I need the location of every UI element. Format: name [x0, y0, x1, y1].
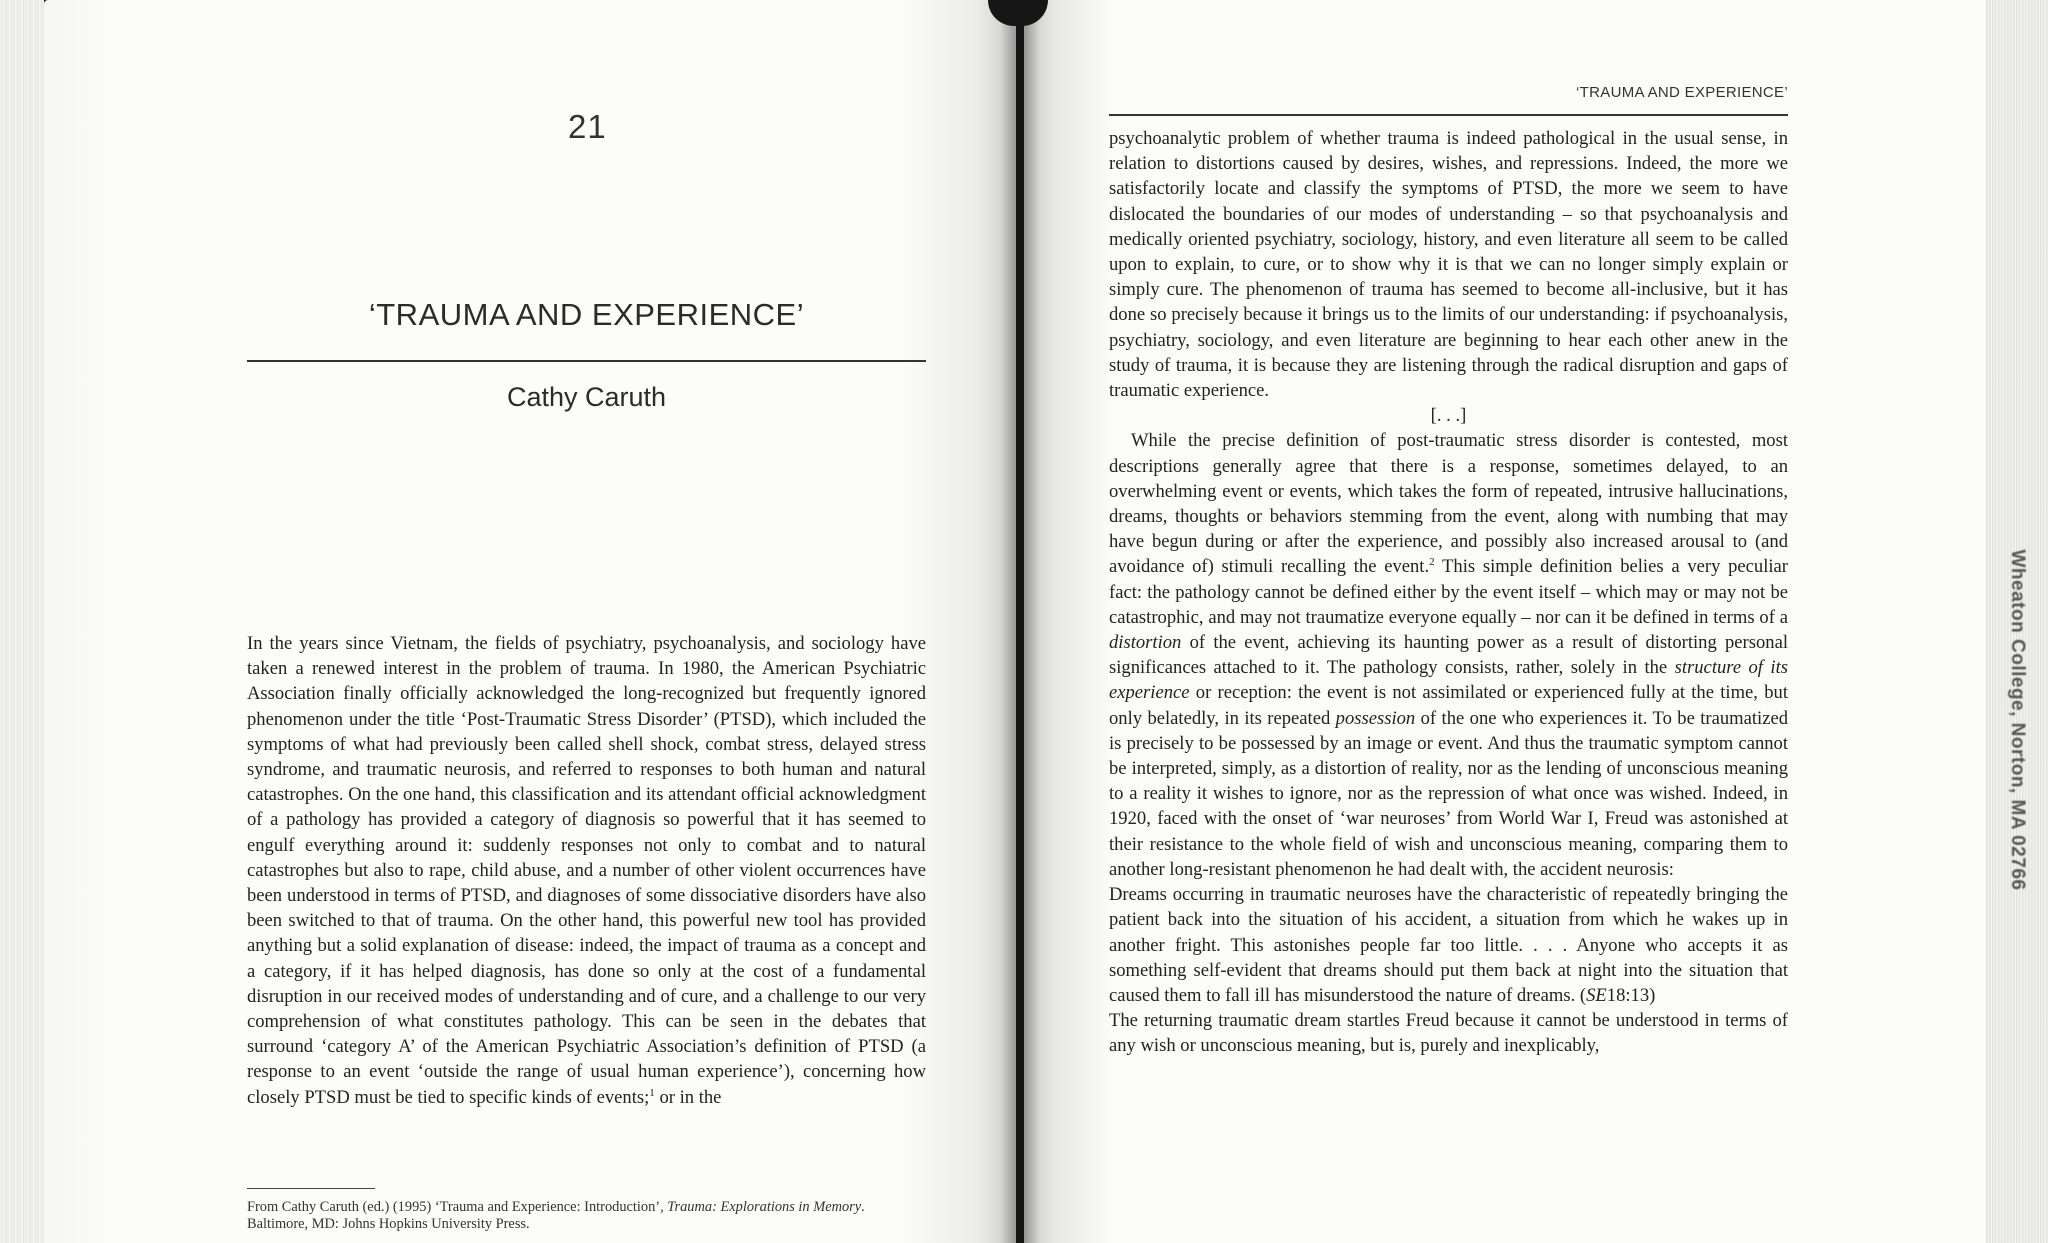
- para2-emphasis-distortion: distortion: [1109, 632, 1182, 654]
- freud-block-quote: [1109, 882, 1788, 1008]
- footnote-book-title: Trauma: Explorations in Memory: [667, 1199, 862, 1215]
- library-stamp-text: Wheaton College, Norton, MA 02766: [2007, 549, 2028, 891]
- footnote-suffix: . Baltimore, MD: Johns Hopkins University Press.: [247, 1199, 865, 1232]
- para2-part-c: of the event, achieving its haunting power as a result of distorting personal significances attached to it. The pathology consists, rather, solely in the: [1109, 632, 1788, 679]
- paragraph-continued: psychoanalytic problem of whether trauma is indeed pathological in the usual sense, in relation to distortions caused by desires, wishes, and repressions. Indeed, the more we satisfactorily locate and classify the symptoms of PTSD, the more we seem to have dislocated the boundaries of our modes of understanding – so that psychoanalysis and medically oriented psychiatry, sociology, history, and even literature all seem to be called upon to explain, to cure, or to show why it is that we can no longer simply explain or simply cure. The phenomenon of trauma has seemed to become all-inclusive, but it has done so precisely because it brings us to the limits of our understanding: if psychoanalysis, psychiatry, sociology, and even literature are beginning to hear each other anew in the study of trauma, it is because they are listening through the radical disruption and gaps of traumatic experience.: [1109, 128, 1788, 402]
- chapter-title: ‘TRAUMA AND EXPERIENCE’: [368, 297, 805, 332]
- right-body-text: [1109, 126, 1788, 1059]
- para2-part-a: While the precise definition of post-traumatic stress disorder is contested, most descriptions generally agree that there is a response, sometimes delayed, to an overwhelming event or events, which takes the form of repeated, intrusive hallucinations, dreams, thoughts or behaviors stemming from the event, along with numbing that may have begun during or after the experience, and possibly also increased arousal to (and avoidance of) stimuli recalling the event.: [1109, 430, 1788, 578]
- source-footnote: [247, 1199, 926, 1233]
- title-rule: [247, 360, 926, 362]
- quote-citation-source: SE: [1586, 984, 1607, 1006]
- para2-part-b: This simple definition belies a very peculiar fact: the pathology cannot be defined either by the event itself – which may or may not be catastrophic, and may not traumatize everyone equally – nor can it be defined in terms of a: [1109, 556, 1788, 628]
- quote-citation: 18:13): [1606, 984, 1656, 1006]
- paragraph-ptsd-definition: [1109, 428, 1788, 882]
- running-head-rule: [1109, 114, 1788, 116]
- chapter-number: 21: [568, 108, 607, 145]
- para2-emphasis-possession: possession: [1335, 707, 1416, 729]
- left-body-text: [247, 631, 926, 1110]
- left-body-tail: or in the: [654, 1086, 722, 1108]
- footnote-prefix: From Cathy Caruth (ed.) (1995) ‘Trauma and Experience: Introduction’,: [247, 1199, 668, 1215]
- left-body-main: In the years since Vietnam, the fields of psychiatry, psychoanalysis, and sociology have taken a renewed interest in the problem of trauma. In 1980, the American Psychiatric Association finally officially acknowledged the long-recognized but frequently ignored phenomenon under the title ‘Post-Traumatic Stress Disorder’ (PTSD), which included the symptoms of what had previously been called shell shock, combat stress, delayed stress syndrome, and traumatic neurosis, and referred to responses to both human and natural catastrophes. On the one hand, this classification and its attendant official acknowledgment of a pathology has provided a category of diagnosis so powerful that it has seemed to engulf everything around it: suddenly responses not only to combat and to natural catastrophes but also to rape, child abuse, and a number of other violent occurrences have been understood in terms of PTSD, and diagnoses of some dissociative disorders have also been switched to that of trauma. On the other hand, this powerful new tool has provided anything but a solid explanation of disease: indeed, the impact of trauma as a concept and a category, if it has helped diagnosis, has done so only at the cost of a fundamental disruption in our received modes of understanding and of cure, and a challenge to our very comprehension of what constitutes pathology. This can be seen in the debates that surround ‘category A’ of the American Psychiatric Association’s definition of PTSD (a response to an event ‘outside the range of usual human experience’), concerning how closely PTSD must be tied to specific kinds of events;: [247, 633, 926, 1108]
- para2-part-e: of the one who experiences it. To be traumatized is precisely to be possessed by an image or event. And thus the traumatic symptom cannot be interpreted, simply, as a distortion of reality, nor as the lending of unconscious meaning to a reality it wishes to ignore, nor as the repression of what once was wished. Indeed, in 1920, faced with the onset of ‘war neuroses’ from World War I, Freud was astonished at their resistance to the whole field of wish and unconscious meaning, comparing them to another long-resistant phenomenon he had dealt with, the accident neurosis:: [1109, 707, 1788, 880]
- running-head: ‘TRAUMA AND EXPERIENCE’: [1576, 84, 1788, 101]
- library-stamp: [1996, 549, 2038, 891]
- quote-text: Dreams occurring in traumatic neuroses have the characteristic of repeatedly bringing the patient back into the situation of his accident, a situation from which he wakes up in another fright. This astonishes people far too little. . . . Anyone who accepts it as something self-evident that dreams should put them back at night into the situation that caused them to fall ill has misunderstood the nature of dreams. (: [1109, 884, 1788, 1006]
- para2-emphasis-structure: structure of its experience: [1109, 657, 1788, 704]
- page-edges-left: [0, 0, 44, 1243]
- paragraph-returning-dream: The returning traumatic dream startles Freud because it cannot be understood in terms of any wish or unconscious meaning, but is, purely and inexplicably,: [1109, 1010, 1788, 1057]
- chapter-author: Cathy Caruth: [506, 382, 667, 412]
- footnote-rule: [247, 1188, 375, 1189]
- ellipsis-omission: [. . .]: [1430, 405, 1467, 427]
- book-gutter: [1000, 0, 1040, 1243]
- footnote-ref-1: 1: [649, 1086, 655, 1099]
- para2-part-d: or reception: the event is not assimilated or experienced fully at the time, but only belatedly, in its repeated: [1109, 682, 1788, 729]
- footnote-ref-2: 2: [1429, 556, 1435, 569]
